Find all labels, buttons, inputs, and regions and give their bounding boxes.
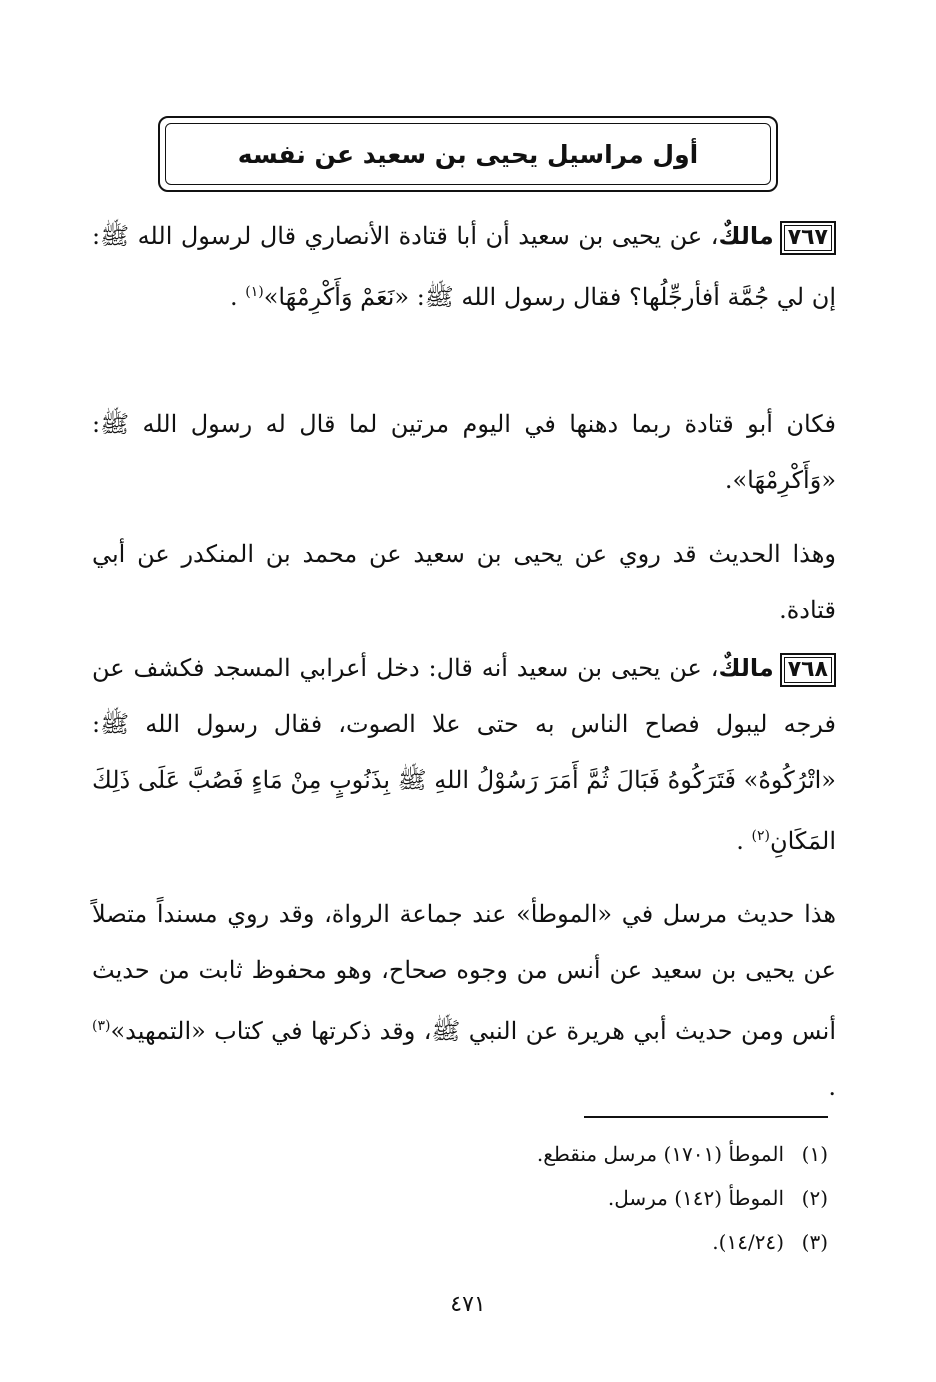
commentary-paragraph: وهذا الحديث قد روي عن يحيى بن سعيد عن محمد بن المنكدر عن أبي قتادة. xyxy=(92,540,836,624)
hadith-768 xyxy=(92,640,836,869)
footnote-number: (٢) xyxy=(801,1186,828,1210)
commentary-end: . xyxy=(828,1073,836,1101)
hadith-narrator: مالكٌ xyxy=(718,222,774,250)
footnote-divider xyxy=(584,1116,828,1118)
footnote-text: الموطأ (١٤٢) مرسل. xyxy=(607,1186,784,1210)
commentary-paragraph xyxy=(92,886,836,1115)
footnote-number: (٣) xyxy=(801,1230,828,1254)
chapter-title: أول مراسيل يحيى بن سعيد عن نفسه xyxy=(237,140,699,169)
footnote-number: (١) xyxy=(801,1142,828,1166)
hadith-end: . xyxy=(736,827,752,855)
footnote-text: الموطأ (١٧٠١) مرسل منقطع. xyxy=(536,1142,784,1166)
footnote-item xyxy=(92,1176,828,1220)
footnote-ref: (٣) xyxy=(92,1018,111,1034)
hadith-narrator: مالكٌ xyxy=(718,654,774,682)
hadith-number-box: ٧٦٨ xyxy=(780,653,836,687)
commentary-paragraph: فكان أبو قتادة ربما دهنها في اليوم مرتين لما قال له رسول الله ﷺ: «وَأَكْرِمْهَا». xyxy=(92,410,836,494)
hadith-end: . xyxy=(229,283,246,311)
hadith-text: ، عن يحيى بن سعيد أن أبا قتادة الأنصاري قال لرسول الله ﷺ: إن لي جُمَّة أفأرجِّلُها؟ فقال رسول الله ﷺ: «نَعَمْ وَأَكْرِمْهَا» xyxy=(92,222,836,311)
hadith-767 xyxy=(92,208,836,325)
footnotes xyxy=(92,1132,828,1264)
footnote-text: (١٤/٢٤). xyxy=(712,1230,784,1254)
footnote-ref: (٢) xyxy=(751,828,770,844)
chapter-title-frame xyxy=(158,116,778,192)
hadith-number-box: ٧٦٧ xyxy=(780,221,836,255)
commentary-text: هذا حديث مرسل في «الموطأ» عند جماعة الرواة، وقد روي مسنداً متصلاً عن يحيى بن سعيد عن أنس من وجوه صحاح، وهو محفوظ ثابت من حديث أنس ومن حديث أبي هريرة عن النبي ﷺ، وقد ذكرتها في كتاب «التمهيد» xyxy=(92,900,836,1045)
footnote-item xyxy=(92,1132,828,1176)
hadith-text: ، عن يحيى بن سعيد أنه قال: دخل أعرابي المسجد فكشف عن فرجه ليبول فصاح الناس به حتى علا الصوت، فقال رسول الله ﷺ: «اتْرُكُوهُ» فَتَرَكُوهُ فَبَالَ ثُمَّ أَمَرَ رَسُوْلُ اللهِ ﷺ بِذَنُوبٍ مِنْ مَاءٍ فَصُبَّ عَلَى ذَلِكَ المَكَانِ xyxy=(92,654,836,855)
footnote-ref: (١) xyxy=(245,284,264,300)
footnote-item xyxy=(92,1220,828,1264)
page-number: ٤٧١ xyxy=(450,1292,486,1317)
